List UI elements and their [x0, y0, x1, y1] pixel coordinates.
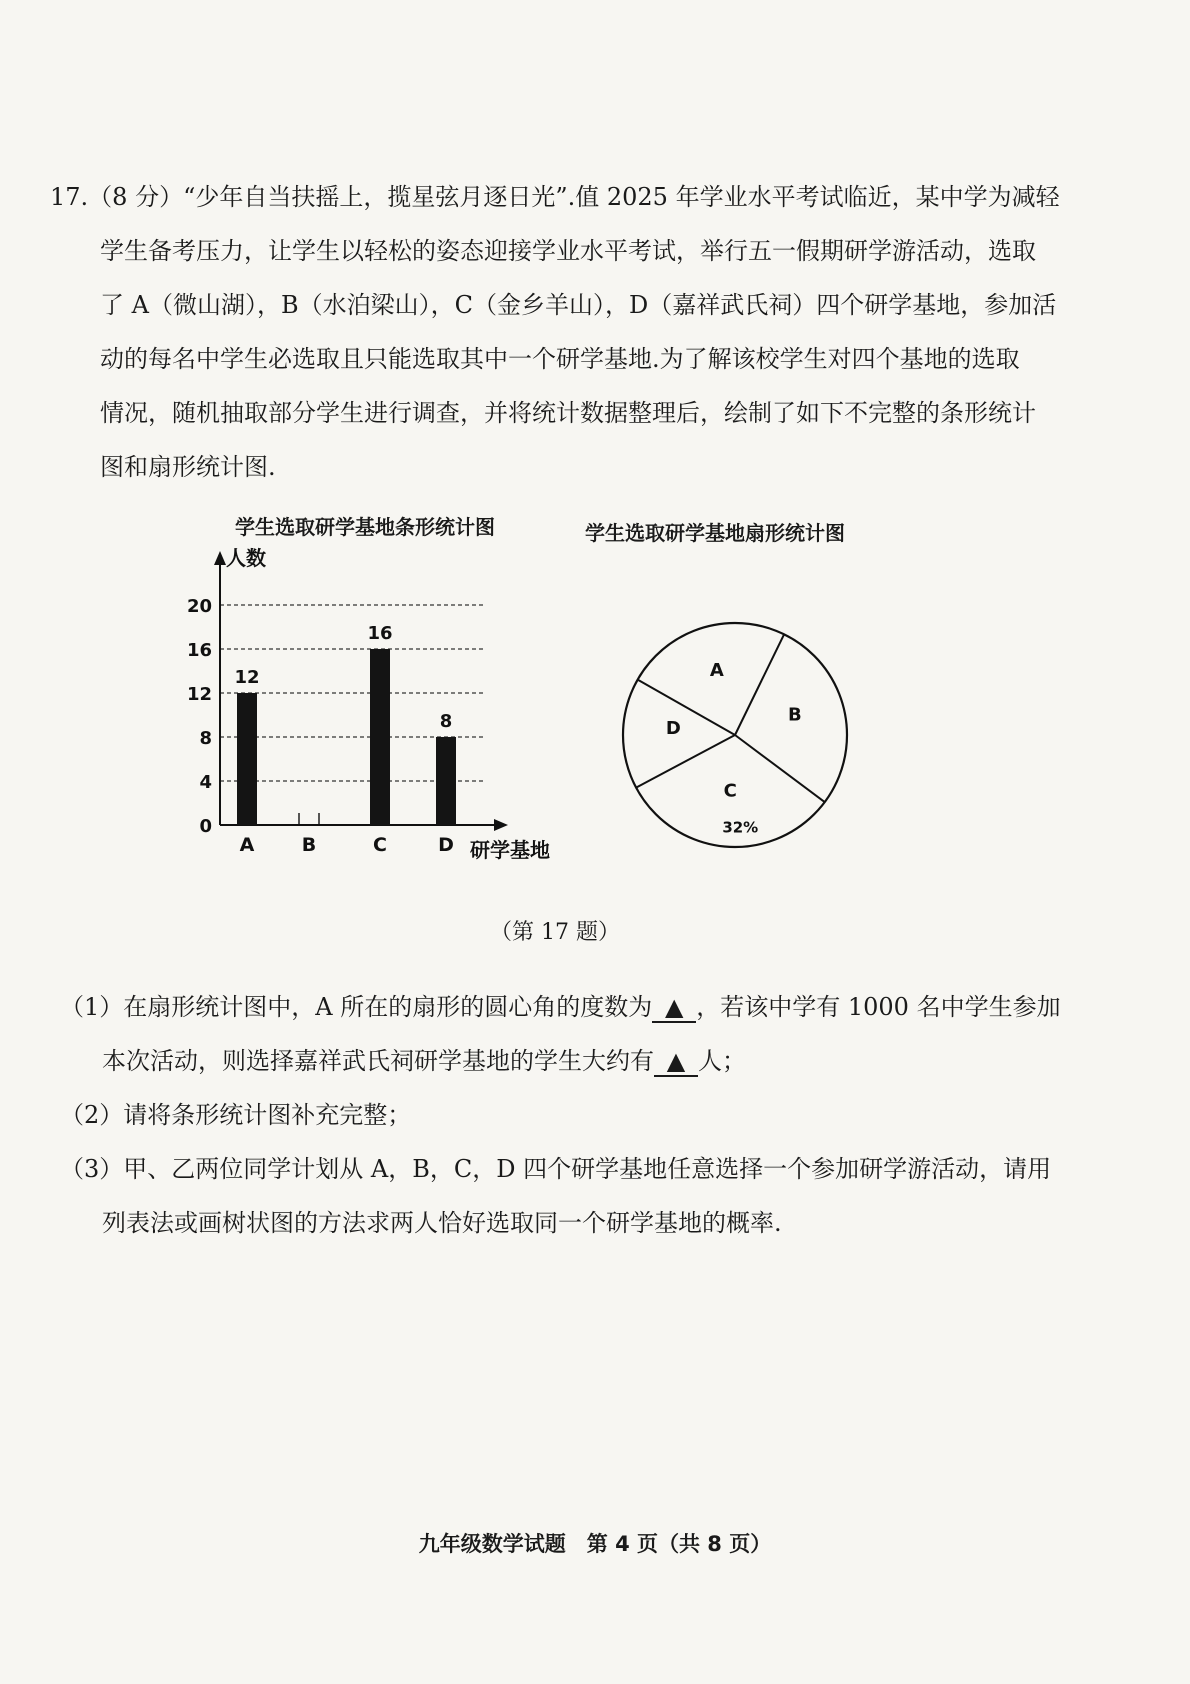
- pie-chart-title: 学生选取研学基地扇形统计图: [585, 521, 845, 545]
- y-axis-arrow: [214, 551, 226, 565]
- q1-text: 人；: [698, 1047, 746, 1075]
- x-tick-label: D: [438, 834, 454, 856]
- figure-caption: （第 17 题）: [490, 920, 620, 945]
- bar-placeholder: [299, 813, 319, 825]
- y-tick-label: 8: [199, 728, 212, 749]
- y-tick-label: 12: [186, 684, 212, 705]
- problem-line: 情况，随机抽取部分学生进行调查，并将统计数据整理后，绘制了如下不完整的条形统计: [100, 399, 1036, 427]
- bar-value-label: 12: [234, 667, 260, 688]
- answer-blank: ▲: [652, 993, 696, 1023]
- question-3-line-2: 列表法或画树状图的方法求两人恰好选取同一个研学基地的概率.: [102, 1209, 782, 1237]
- answer-blank: ▲: [654, 1047, 698, 1077]
- pie-slice-percent: 32%: [722, 818, 759, 837]
- x-axis-arrow: [494, 819, 508, 831]
- question-1-line-2: [60, 1034, 1060, 1088]
- problem-line: 动的每名中学生必选取且只能选取其中一个研学基地.为了解该校学生对四个基地的选取: [100, 345, 1020, 373]
- problem-line: 图和扇形统计图.: [100, 453, 276, 481]
- y-tick-label: 16: [186, 640, 212, 661]
- q1-text: （1）在扇形统计图中，A 所在的扇形的圆心角的度数为: [60, 993, 653, 1021]
- sub-questions: [60, 980, 1060, 1250]
- problem-line: 17.（8 分）“少年自当扶摇上，揽星弦月逐日光”.值 2025 年学业水平考试临近，某中学为减轻: [50, 183, 1060, 211]
- pie-slice-label: B: [788, 704, 802, 726]
- problem-line: 了 A（微山湖），B（水泊梁山），C（金乡羊山），D（嘉祥武氏祠）四个研学基地，参加活: [100, 291, 1057, 319]
- pie-slice-boundary: [735, 634, 784, 735]
- problem-line: 学生备考压力，让学生以轻松的姿态迎接学业水平考试，举行五一假期研学游活动，选取: [100, 237, 1036, 265]
- bar-chart: [180, 535, 600, 925]
- x-axis-label: 研学基地: [470, 838, 550, 862]
- question-1-line-1: [60, 980, 1060, 1034]
- bar-value-label: 16: [367, 623, 393, 644]
- pie-slice-boundary: [636, 735, 735, 788]
- bar: [237, 693, 257, 825]
- x-tick-label: A: [239, 834, 255, 856]
- pie-slice-boundary: [638, 680, 735, 735]
- y-axis-label: 人数: [226, 546, 266, 570]
- pie-chart: [605, 605, 865, 865]
- q1-text: ，若该中学有 1000 名中学生参加: [696, 993, 1061, 1021]
- question-2: （2）请将条形统计图补充完整；: [60, 1101, 412, 1129]
- bar-value-label: 8: [439, 711, 453, 732]
- pie-slice-label: C: [723, 780, 737, 802]
- page-footer: 九年级数学试题 第 4 页（共 8 页）: [418, 1532, 772, 1556]
- y-tick-label: 4: [199, 772, 212, 793]
- pie-slice-label: A: [709, 660, 724, 682]
- x-tick-label: C: [373, 834, 387, 856]
- x-tick-label: B: [301, 834, 317, 856]
- question-3-line-1: （3）甲、乙两位同学计划从 A，B，C，D 四个研学基地任意选择一个参加研学游活动，请用: [60, 1155, 1052, 1183]
- bar: [436, 737, 456, 825]
- q1-text: 本次活动，则选择嘉祥武氏祠研学基地的学生大约有: [102, 1047, 654, 1075]
- bar-chart-title: 学生选取研学基地条形统计图: [235, 515, 495, 539]
- bar: [370, 649, 390, 825]
- y-tick-label: 0: [199, 816, 212, 837]
- pie-slice-boundary: [735, 735, 825, 802]
- charts-area: [0, 515, 1190, 915]
- problem-17-statement: [50, 170, 1060, 494]
- y-tick-label: 20: [186, 596, 212, 617]
- pie-slice-label: D: [665, 718, 681, 740]
